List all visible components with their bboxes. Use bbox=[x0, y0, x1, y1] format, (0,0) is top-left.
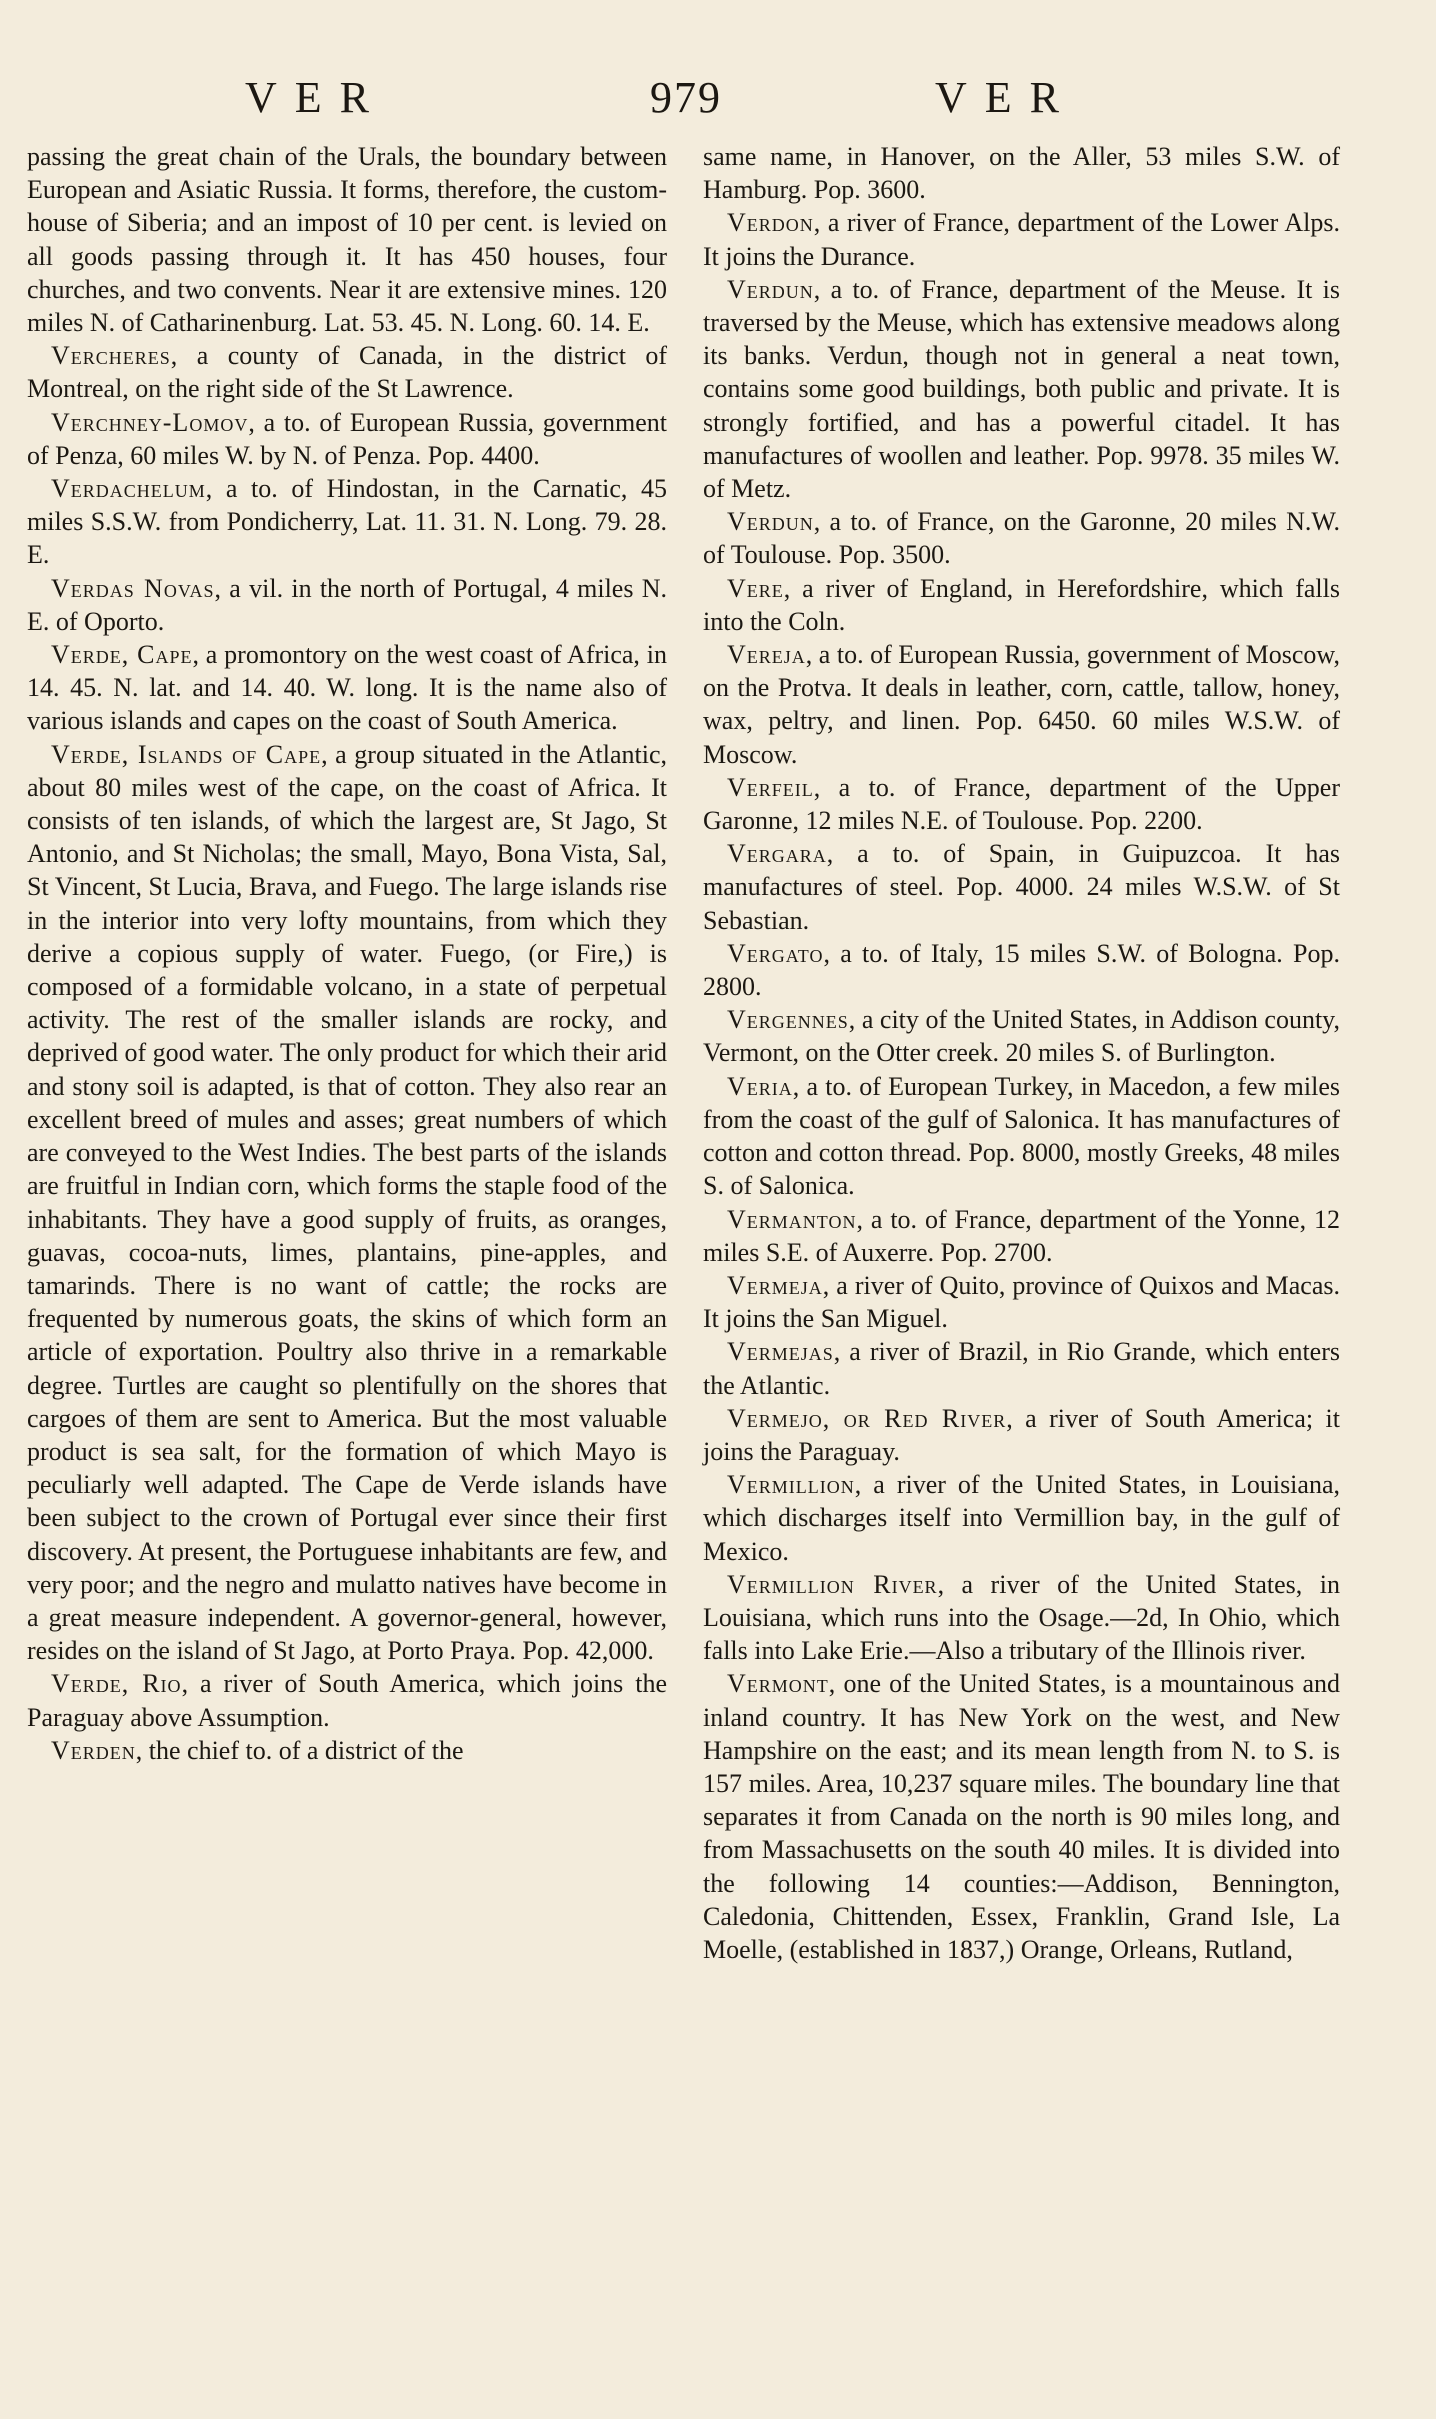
entry-text: , a to. of France, on the Garonne, 20 miles N.W. of Toulouse. Pop. 3500. bbox=[703, 507, 1340, 570]
gazetteer-entry bbox=[703, 273, 1340, 505]
gazetteer-entry bbox=[703, 140, 1340, 206]
entry-headword: Verchney-Lomov bbox=[51, 407, 249, 437]
gazetteer-entry bbox=[27, 572, 667, 638]
entry-headword: Vermillion River bbox=[727, 1569, 938, 1599]
entry-headword: Verdun bbox=[727, 274, 814, 304]
entry-headword: Verden bbox=[51, 1735, 136, 1765]
entry-text: same name, in Hanover, on the Aller, 53 miles S.W. of Hamburg. Pop. 3600. bbox=[703, 142, 1340, 205]
entry-text: , a to. of European Turkey, in Macedon, a few miles from the coast of the gulf of Salonica. It has manufactures of cotton and cotton thread. Pop. 8000, mostly Greeks, 48 miles S. of Salonica. bbox=[703, 1071, 1340, 1201]
entry-headword: Verfeil bbox=[727, 772, 814, 802]
entry-text: , a vil. in the north of Portugal, 4 miles N. E. of Oporto. bbox=[27, 573, 667, 636]
entry-text: , a river of South America, which joins the Paraguay above Assumption. bbox=[27, 1669, 668, 1732]
entry-text: , a to. of France, department of the Meuse. It is traversed by the Meuse, which has extensive meadows along its banks. Verdun, though not in general a neat town, contains some good buildings, both public and private. It is strongly fortified, and has a powerful citadel. It has manufactures of woollen and leather. Pop. 9978. 35 miles W. of Metz. bbox=[703, 274, 1340, 504]
entry-headword: Verdon bbox=[727, 208, 814, 238]
entry-text: , a to. of European Russia, government of Moscow, on the Protva. It deals in leather, corn, cattle, tallow, honey, wax, peltry, and linen. Pop. 6450. 60 miles W.S.W. of Moscow. bbox=[703, 640, 1340, 769]
entry-text: , a river of France, department of the Lower Alps. It joins the Durance. bbox=[703, 208, 1340, 271]
gazetteer-entry bbox=[703, 1468, 1340, 1568]
entry-text: , one of the United States, is a mountainous and inland country. It has New York on the west, and New Hampshire on the east; and its mean length from N. to S. is 157 miles. Area, 10,237 square miles. The boundary line that separates it from Canada on the north is 90 miles long, and from Massachusetts on the south 40 miles. It is divided into the following 14 counties:—Addison, Bennington, Caledonia, Chittenden, Essex, Franklin, Grand Isle, La Moelle, (established in 1837,) Orange, Orleans, Rutland, bbox=[703, 1669, 1340, 1964]
entry-text: , a river of England, in Herefordshire, which falls into the Coln. bbox=[703, 573, 1340, 636]
entry-text: , a river of South America; it joins the Paraguay. bbox=[703, 1403, 1340, 1466]
entry-text: , a to. of France, department of the Yonne, 12 miles S.E. of Auxerre. Pop. 2700. bbox=[703, 1204, 1340, 1267]
entry-headword: Verdachelum bbox=[51, 474, 206, 504]
entry-text: , a to. of European Russia, government of Penza, 60 miles W. by N. of Penza. Pop. 4400. bbox=[27, 407, 667, 470]
entry-headword: Verde, Cape bbox=[51, 640, 193, 670]
entry-text: , a river of the United States, in Louisiana, which runs into the Osage.—2d, In Ohio, which falls into Lake Erie.—Also a tributary of the Illinois river. bbox=[703, 1569, 1340, 1666]
gazetteer-entry bbox=[703, 1335, 1340, 1401]
gazetteer-entry bbox=[703, 1269, 1340, 1335]
entry-text: , a to. of Italy, 15 miles S.W. of Bologna. Pop. 2800. bbox=[703, 938, 1340, 1002]
entry-headword: Vergato bbox=[727, 938, 824, 968]
entry-text: , a promontory on the west coast of Africa, in 14. 45. N. lat. and 14. 40. W. long. It is the name also of various islands and capes on the coast of South America. bbox=[27, 640, 667, 736]
entry-text: , a county of Canada, in the district of Montreal, on the right side of the St Lawrence. bbox=[27, 341, 667, 404]
gazetteer-entry bbox=[703, 771, 1340, 837]
entry-headword: Verde, Islands of Cape bbox=[51, 739, 322, 769]
gazetteer-entry bbox=[27, 1667, 667, 1733]
gazetteer-entry bbox=[27, 140, 667, 339]
gazetteer-entry bbox=[703, 937, 1340, 1003]
gazetteer-entry bbox=[27, 738, 667, 1668]
entry-text: , the chief to. of a district of the bbox=[135, 1735, 464, 1765]
right-column bbox=[703, 140, 1340, 1966]
gazetteer-entry bbox=[27, 472, 667, 572]
entry-text: , a to. of Spain, in Guipuzcoa. It has manufactures of steel. Pop. 4000. 24 miles W.S.W. of St Sebastian. bbox=[703, 839, 1340, 935]
entry-text: , a city of the United States, in Addison county, Vermont, on the Otter creek. 20 miles S. of Burlington. bbox=[703, 1005, 1340, 1068]
gazetteer-entry bbox=[703, 837, 1340, 937]
entry-headword: Veria bbox=[727, 1071, 793, 1101]
entry-headword: Vercheres bbox=[51, 341, 171, 371]
entry-headword: Vermejo, or Red River bbox=[727, 1403, 1007, 1433]
entry-headword: Verdun bbox=[727, 507, 814, 537]
gazetteer-entry bbox=[27, 1734, 667, 1767]
entry-text: , a river of the United States, in Louisiana, which discharges itself into Vermillion bay, in the gulf of Mexico. bbox=[703, 1470, 1340, 1566]
gazetteer-entry bbox=[703, 1070, 1340, 1203]
entry-headword: Vermillion bbox=[727, 1470, 855, 1500]
gazetteer-entry bbox=[703, 1203, 1340, 1269]
entry-text: , a river of Quito, province of Quixos and Macas. It joins the San Miguel. bbox=[703, 1270, 1340, 1334]
entry-headword: Verdas Novas bbox=[51, 573, 215, 603]
left-column bbox=[27, 140, 667, 1767]
gazetteer-entry bbox=[703, 638, 1340, 771]
page-number: 979 bbox=[650, 73, 722, 122]
gazetteer-entry bbox=[703, 505, 1340, 571]
entry-text: , a to. of France, department of the Upper Garonne, 12 miles N.E. of Toulouse. Pop. 2200. bbox=[703, 772, 1340, 836]
entry-text: passing the great chain of the Urals, the boundary between European and Asiatic Russia. It forms, therefore, the custom-house of Siberia; and an impost of 10 per cent. is levied on all goods passing through it. It has 450 houses, four churches, and two convents. Near it are extensive mines. 120 miles N. of Catharinenburg. Lat. 53. 45. N. Long. 60. 14. E. bbox=[27, 142, 667, 338]
entry-headword: Vergennes bbox=[727, 1005, 849, 1035]
gazetteer-entry bbox=[27, 638, 667, 738]
gazetteer-entry bbox=[27, 406, 667, 472]
header-right-guideword: VER bbox=[935, 73, 1077, 122]
entry-headword: Verde, Rio bbox=[51, 1669, 182, 1699]
entry-headword: Vermanton bbox=[727, 1204, 857, 1234]
entry-headword: Vermejas bbox=[727, 1337, 834, 1367]
gazetteer-entry bbox=[27, 339, 667, 405]
entry-text: , a to. of Hindostan, in the Carnatic, 45 miles S.S.W. from Pondicherry, Lat. 11. 31. N. Long. 79. 28. E. bbox=[27, 474, 667, 570]
gazetteer-entry bbox=[703, 1003, 1340, 1069]
gazetteer-entry bbox=[703, 1568, 1340, 1668]
page-header bbox=[0, 72, 1436, 132]
gazetteer-entry bbox=[703, 1667, 1340, 1966]
entry-headword: Vereja bbox=[727, 640, 806, 670]
entry-headword: Vere bbox=[727, 573, 784, 603]
entry-headword: Vermont bbox=[727, 1669, 829, 1699]
gazetteer-entry bbox=[703, 572, 1340, 638]
header-left-guideword: VER bbox=[245, 73, 387, 122]
entry-headword: Vermeja bbox=[727, 1270, 823, 1300]
gazetteer-entry bbox=[703, 206, 1340, 272]
entry-text: , a group situated in the Atlantic, about 80 miles west of the cape, on the coast of Africa. It consists of ten islands, of which the largest are, St Jago, St Antonio, and St Nicholas; the small, Mayo, Bona Vista, Sal, St Vincent, St Lucia, Brava, and Fuego. The large islands rise in the interior into very lofty mountains, from which they derive a copious supply of water. Fuego, (or Fire,) is composed of a formidable volcano, in a state of perpetual activity. The rest of the smaller islands are rocky, and deprived of good water. The only product for which their arid and stony soil is adapted, is that of cotton. They also rear an excellent breed of mules and asses; great numbers of which are conveyed to the West Indies. The best parts of the islands are fruitful in Indian corn, which forms the staple food of the inhabitants. They have a good supply of fruits, as oranges, guavas, cocoa-nuts, limes, plantains, pine-apples, and tamarinds. There is no want of cattle; the rocks are frequented by numerous goats, the skins of which form an article of exportation. Poultry also thrive in a remarkable degree. Turtles are caught so plentifully on the shores that cargoes of them are sent to America. But the most valuable product is sea salt, for the formation of which Mayo is peculiarly well adapted. The Cape de Verde islands have been subject to the crown of Portugal ever since their first discovery. At present, the Portuguese inhabitants are few, and very poor; and the negro and mulatto natives have become in a great measure independent. A governor-general, however, resides on the island of St Jago, at Porto Praya. Pop. 42,000. bbox=[27, 739, 667, 1666]
entry-text: , a river of Brazil, in Rio Grande, which enters the Atlantic. bbox=[703, 1337, 1340, 1400]
gazetteer-entry bbox=[703, 1402, 1340, 1468]
entry-headword: Vergara bbox=[727, 839, 827, 869]
